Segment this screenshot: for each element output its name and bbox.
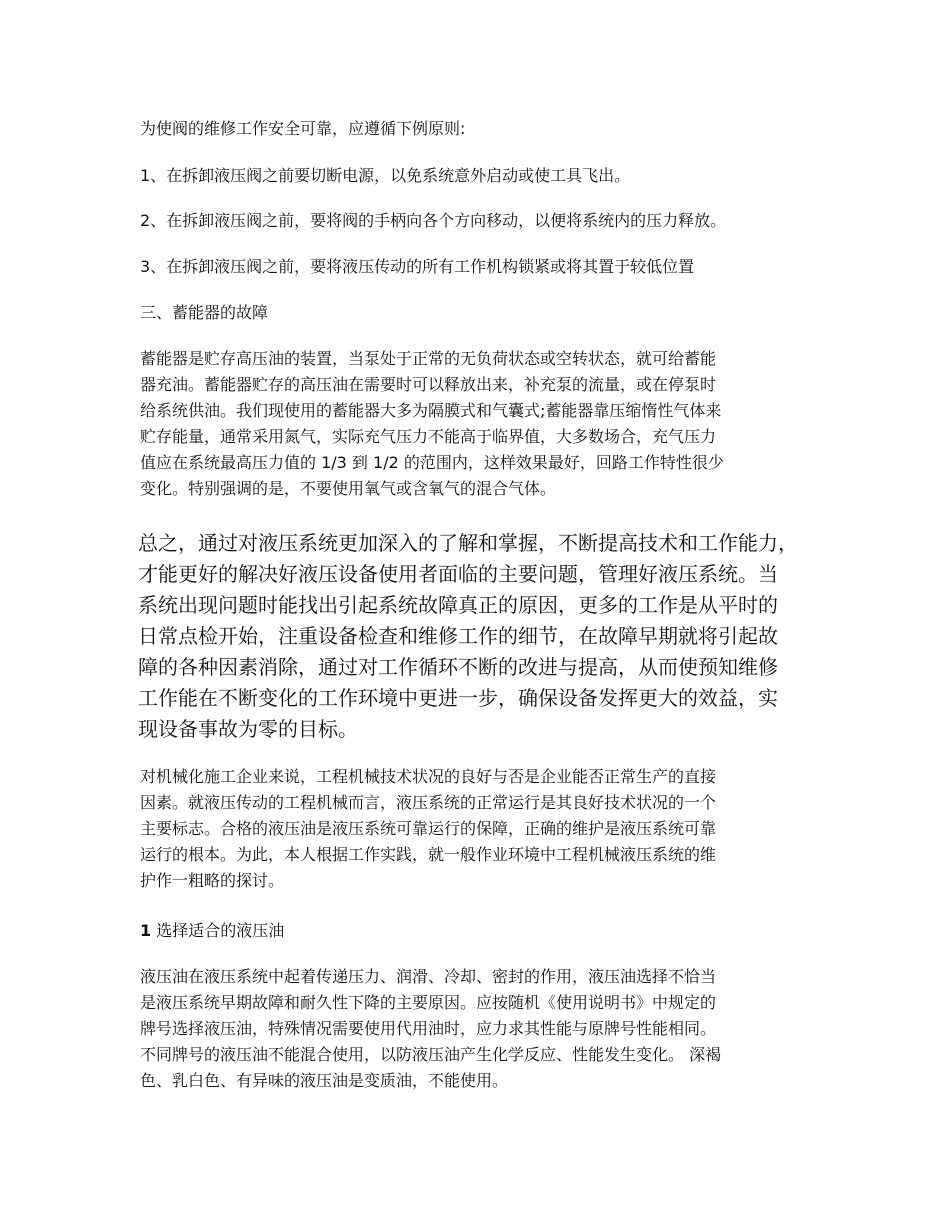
paragraph-line: 牌号选择液压油，特殊情况需要使用代用油时，应力求其性能与原牌号性能相同。 xyxy=(140,1019,717,1038)
paragraph-line: 蓄能器是贮存高压油的装置，当泵处于正常的无负荷状态或空转状态，就可给蓄能 xyxy=(140,349,717,368)
rule-item-3: 3、在拆卸液压阀之前，要将液压传动的所有工作机构锁紧或将其置于较低位置 xyxy=(140,257,695,276)
paragraph-line: 值应在系统最高压力值的 1/3 到 1/2 的范围内，这样效果最好，回路工作特性很少 xyxy=(140,453,724,472)
paragraph-line: 才能更好的解决好液压设备使用者面临的主要问题，管理好液压系统。当 xyxy=(138,562,778,586)
paragraph-line: 给系统供油。我们现使用的蓄能器大多为隔膜式和气囊式;蓄能器靠压缩惰性气体来 xyxy=(140,401,722,420)
paragraph-line: 总之，通过对液压系统更加深入的了解和掌握，不断提高技术和工作能力， xyxy=(138,531,798,555)
rule-item-1: 1、在拆卸液压阀之前要切断电源，以免系统意外启动或使工具飞出。 xyxy=(140,166,631,185)
paragraph-line: 器充油。蓄能器贮存的高压油在需要时可以释放出来，补充泵的流量，或在停泵时 xyxy=(140,375,717,394)
paragraph-line: 对机械化施工企业来说，工程机械技术状况的良好与否是企业能否正常生产的直接 xyxy=(140,767,717,786)
paragraph-line: 液压油在液压系统中起着传递压力、润滑、冷却、密封的作用，液压油选择不恰当 xyxy=(140,967,717,986)
paragraph-line: 因素。就液压传动的工程机械而言，液压系统的正常运行是其良好技术状况的一个 xyxy=(140,793,717,812)
paragraph-line: 运行的根本。为此，本人根据工作实践，就一般作业环境中工程机械液压系统的维 xyxy=(140,845,717,864)
oil-paragraph xyxy=(140,964,721,1094)
rule-item-2: 2、在拆卸液压阀之前，要将阀的手柄向各个方向移动，以便将系统内的压力释放。 xyxy=(140,211,727,230)
paragraph-line: 护作一粗略的探讨。 xyxy=(140,871,285,890)
intro-paragraph: 为使阀的维修工作安全可靠，应遵循下例原则: xyxy=(140,119,466,138)
paragraph-line: 贮存能量，通常采用氮气，实际充气压力不能高于临界值，大多数场合，充气压力 xyxy=(140,427,717,446)
section-number: 1 xyxy=(140,921,152,940)
construction-paragraph xyxy=(140,764,716,894)
paragraph-line: 现设备事故为零的目标。 xyxy=(138,717,358,741)
paragraph-line: 障的各种因素消除，通过对工作循环不断的改进与提高，从而使预知维修 xyxy=(138,655,778,679)
accumulator-paragraph xyxy=(140,346,724,502)
paragraph-line: 主要标志。合格的液压油是液压系统可靠运行的保障，正确的维护是液压系统可靠 xyxy=(140,819,717,838)
paragraph-line: 系统出现问题时能找出引起系统故障真正的原因，更多的工作是从平时的 xyxy=(138,593,778,617)
section-heading-accumulator: 三、蓄能器的故障 xyxy=(140,303,269,322)
section-heading-oil xyxy=(140,918,284,944)
paragraph-line: 是液压系统早期故障和耐久性下降的主要原因。应按随机《使用说明书》中规定的 xyxy=(140,993,717,1012)
section-title: 选择适合的液压油 xyxy=(156,921,285,940)
paragraph-line: 色、乳白色、有异味的液压油是变质油，不能使用。 xyxy=(140,1071,509,1090)
paragraph-line: 日常点检开始，注重设备检查和维修工作的细节，在故障早期就将引起故 xyxy=(138,624,778,648)
paragraph-line: 变化。特别强调的是，不要使用氧气或含氧气的混合气体。 xyxy=(140,479,557,498)
summary-paragraph xyxy=(138,528,798,745)
paragraph-line: 不同牌号的液压油不能混合使用，以防液压油产生化学反应、性能发生变化。 深褐 xyxy=(140,1045,722,1064)
paragraph-line: 工作能在不断变化的工作环境中更进一步，确保设备发挥更大的效益，实 xyxy=(138,686,778,710)
